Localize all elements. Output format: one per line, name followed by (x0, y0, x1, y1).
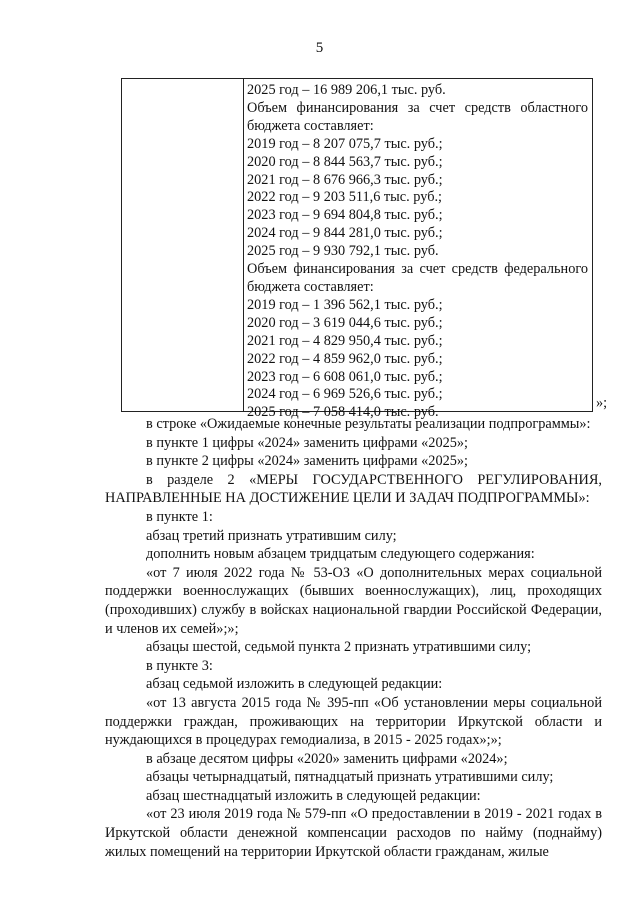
paragraph: абзац третий признать утратившим силу; (146, 527, 397, 544)
table-line: 2023 год – 6 608 061,0 тыс. руб.; (247, 368, 443, 385)
paragraph: в пункте 2 цифры «2024» заменить цифрами «2025»; (146, 453, 469, 470)
paragraph: дополнить новым абзацем тридцатым следующего содержания: (146, 546, 535, 563)
table-line: бюджета составляет: (247, 117, 374, 134)
paragraph: в абзаце десятом цифры «2020» заменить цифрами «2024»; (146, 750, 508, 767)
table-line: 2022 год – 4 859 962,0 тыс. руб.; (247, 350, 443, 367)
document-body (105, 415, 602, 861)
paragraph: абзац шестнадцатый изложить в следующей редакции: (146, 787, 481, 804)
paragraph: в пункте 1 цифры «2024» заменить цифрами «2025»; (146, 434, 469, 451)
table-line: 2019 год – 8 207 075,7 тыс. руб.; (247, 135, 443, 152)
table-line: бюджета составляет: (247, 278, 374, 295)
paragraph: в разделе 2 «МЕРЫ ГОСУДАРСТВЕННОГО РЕГУЛИРОВАНИЯ, НАПРАВЛЕННЫЕ НА ДОСТИЖЕНИЕ ЦЕЛИ И ЗАДАЧ ПОДПРОГРАММЫ»: (105, 471, 602, 507)
table-line: 2020 год – 8 844 563,7 тыс. руб.; (247, 153, 443, 170)
table-line: 2020 год – 3 619 044,6 тыс. руб.; (247, 314, 443, 331)
financing-table (121, 78, 593, 421)
financing-table-label-cell (122, 79, 244, 411)
paragraph: «от 13 августа 2015 года № 395-пп «Об установлении меры социальной поддержки граждан, проживающих на территории Иркутской области и нуждающихся в процедурах гемодиализа, в 2015 - 2025 годах»;»; (105, 694, 602, 749)
paragraph: в строке «Ожидаемые конечные результаты реализации подпрограммы»: (146, 416, 591, 432)
paragraph: «от 23 июля 2019 года № 579-пп «О предоставлении в 2019 - 2021 годах в Иркутской области денежной компенсации расходов по найму (поднайму) жилых помещений на территории Иркутской области гражданам, жилые (105, 806, 602, 860)
table-line: 2021 год – 4 829 950,4 тыс. руб.; (247, 332, 443, 349)
table-line: 2024 год – 9 844 281,0 тыс. руб.; (247, 225, 443, 242)
table-line: 2019 год – 1 396 562,1 тыс. руб.; (247, 296, 443, 313)
table-line: 2023 год – 9 694 804,8 тыс. руб.; (247, 207, 443, 224)
paragraph: в пункте 3: (146, 657, 213, 674)
paragraph: абзац седьмой изложить в следующей редакции: (146, 676, 443, 693)
table-line: Объем финансирования за счет средств областного (247, 99, 588, 116)
table-line: 2024 год – 6 969 526,6 тыс. руб.; (247, 386, 443, 403)
table-line: 2021 год – 8 676 966,3 тыс. руб.; (247, 171, 443, 188)
table-line: 2025 год – 9 930 792,1 тыс. руб. (247, 243, 439, 260)
table-line: 2022 год – 9 203 511,6 тыс. руб.; (247, 189, 443, 206)
table-closing-quote: »; (596, 395, 608, 411)
financing-table-value-cell (244, 79, 592, 422)
table-line: Объем финансирования за счет средств федерального (247, 261, 588, 278)
table-line: 2025 год – 7 058 414,0 тыс. руб. (247, 404, 439, 421)
paragraph: «от 7 июля 2022 года № 53-ОЗ «О дополнительных мерах социальной поддержки военнослужащих (бывших военнослужащих), лиц, проходящих (проходивших) службу в войсках национальной гвардии Российской Федерации, и членов их семей»;»; (105, 564, 602, 637)
table-line: 2025 год – 16 989 206,1 тыс. руб. (247, 82, 446, 98)
page-number: 5 (315, 40, 324, 56)
paragraph: в пункте 1: (146, 508, 213, 525)
paragraph: абзацы шестой, седьмой пункта 2 признать утратившими силу; (146, 639, 532, 656)
paragraph: абзацы четырнадцатый, пятнадцатый признать утратившими силу; (146, 769, 554, 786)
